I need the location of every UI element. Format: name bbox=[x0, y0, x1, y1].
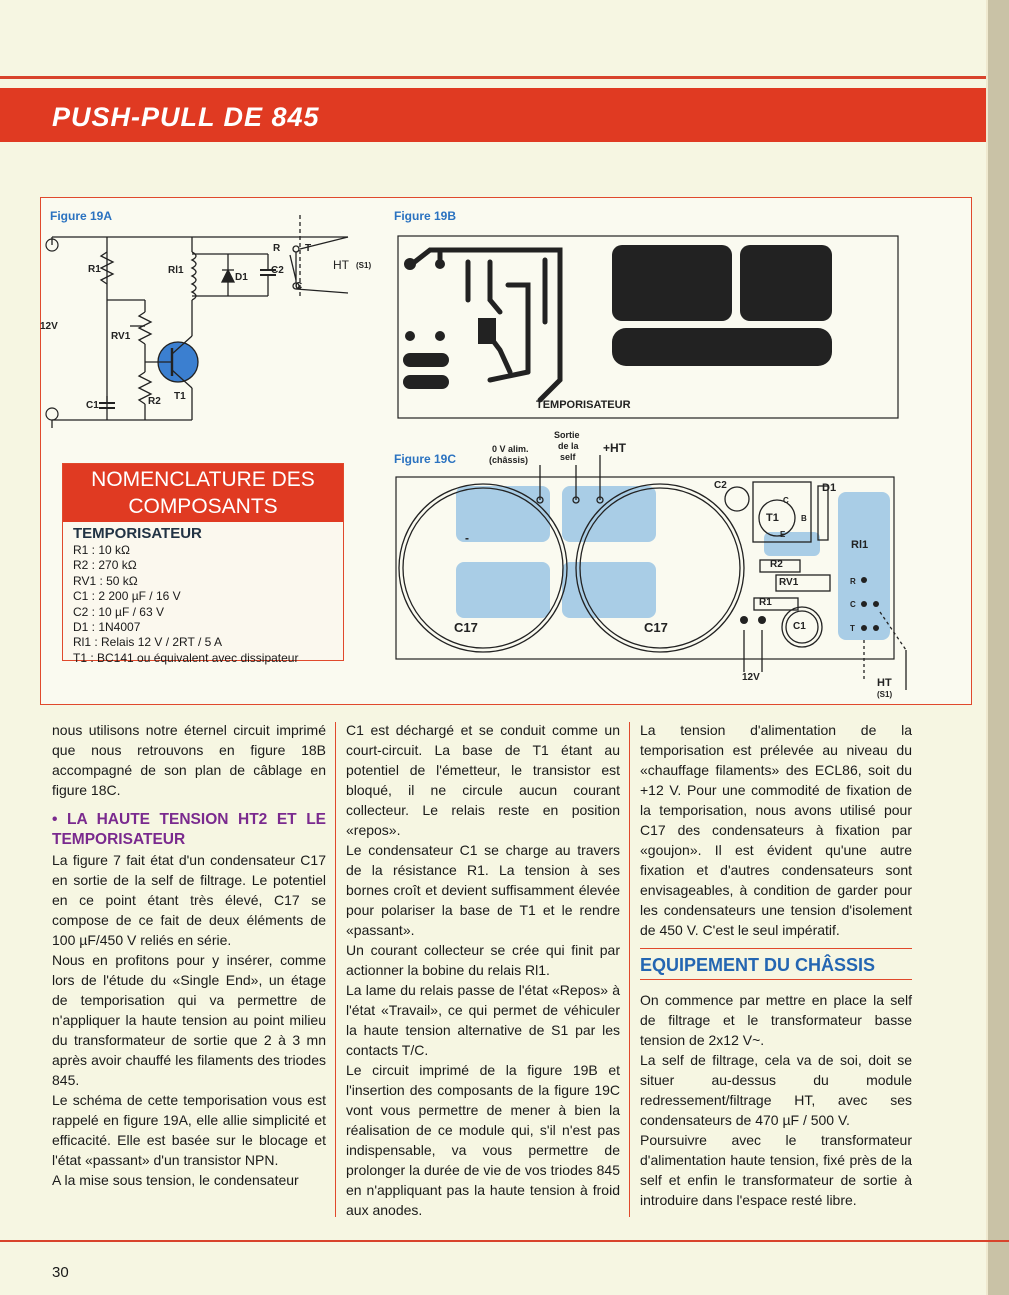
fig19a-12v-label: 12V bbox=[40, 321, 58, 332]
fig19c-chassis-label: (châssis) bbox=[489, 455, 529, 465]
fig19c-r-pin: R bbox=[850, 577, 856, 586]
figure-19a-caption: Figure 19A bbox=[50, 209, 113, 223]
fig19c-d1-label: D1 bbox=[822, 482, 837, 494]
list-item: D1 : 1N4007 bbox=[73, 620, 141, 635]
section-heading: EQUIPEMENT DU CHÂSSIS bbox=[640, 948, 912, 980]
section-heading: • LA HAUTE TENSION HT2 ET LE TEMPORISATEUR bbox=[52, 811, 326, 848]
paragraph: Un courant collecteur se crée qui finit par actionner la bobine du relais Rl1. bbox=[346, 942, 620, 978]
fig19c-t1-label: T1 bbox=[766, 512, 779, 524]
column-separator bbox=[629, 722, 630, 1217]
nomenclature-title: NOMENCLATURE DES COMPOSANTS bbox=[63, 464, 343, 522]
paragraph: La lame du relais passe de l'état «Repos» à l'état «Travail», ce qui permet de véhiculer la haute tension alternative de S1 par les contacts T/C. bbox=[346, 982, 620, 1058]
text-column-3 bbox=[640, 720, 912, 1210]
fig19a-rv1-label: RV1 bbox=[111, 331, 131, 342]
list-item: C2 : 10 µF / 63 V bbox=[73, 604, 164, 619]
fig19c-e-pin: E bbox=[780, 530, 786, 539]
fig19a-s1-label: (S1) bbox=[356, 261, 372, 270]
fig19c-b-pin: B bbox=[801, 514, 807, 523]
paragraph: nous utilisons notre éternel circuit imprimé que nous retrouvons en figure 18B accompagné de son plan de câblage en figure 18C. bbox=[52, 722, 326, 798]
fig19c-rl1-label: Rl1 bbox=[851, 539, 869, 551]
paragraph: Le circuit imprimé de la figure 19B et l'insertion des composants de la figure 19C vont vous permettre de mener à bien la réalisation de ce module qui, s'il n'est pas indispensable, va vous permettre de prolonger la durée de vie de vos triodes 845 en n'appliquant pas la haute tension à froid aux anodes. bbox=[346, 1062, 620, 1218]
fig19c-r2-label: R2 bbox=[770, 559, 783, 570]
list-item: T1 : BC141 ou équivalent avec dissipateur bbox=[73, 650, 299, 665]
fig19c-s1-label: (S1) bbox=[877, 690, 893, 699]
paragraph: C1 est déchargé et se conduit comme un court-circuit. La base de T1 étant au potentiel de l'émetteur, le transistor est bloqué, il ne circule aucun courant collecteur. Le relais reste en position «repos». bbox=[346, 722, 620, 838]
page-number: 30 bbox=[52, 1264, 69, 1281]
fig19c-c17a-minus: - bbox=[465, 531, 469, 545]
fig19c-dela-label: de la bbox=[558, 441, 579, 451]
list-item: R1 : 10 kΩ bbox=[73, 543, 130, 557]
fig19c-rv1-label: RV1 bbox=[779, 577, 799, 588]
fig19c-ov-label: 0 V alim. bbox=[492, 444, 529, 454]
text-column-1 bbox=[52, 720, 326, 1190]
paragraph: La figure 7 fait état d'un condensateur C17 en sortie de la self de filtrage. Le potentiel en ce point étant très élevé, C17 se compose de ce fait de deux éléments de 100 µF/450 V reliés en série. bbox=[52, 852, 326, 948]
fig19c-c17b-label: C17 bbox=[644, 620, 668, 635]
fig19c-ht-plus-label: +HT bbox=[603, 441, 627, 455]
fig19a-d1-label: D1 bbox=[235, 272, 248, 283]
nomenclature-list bbox=[73, 543, 343, 666]
paragraph: Le schéma de cette temporisation vous est rappelé en figure 19A, elle allie simplicité et efficacité. Elle est basée sur le blocage et l'état «passant» d'un transistor NPN. bbox=[52, 1092, 326, 1168]
paragraph: A la mise sous tension, le condensateur bbox=[52, 1172, 299, 1188]
list-item: R2 : 270 kΩ bbox=[73, 558, 137, 573]
fig19c-c1-label: C1 bbox=[793, 621, 806, 632]
fig19c-self-label: self bbox=[560, 452, 576, 462]
nomenclature-subtitle: TEMPORISATEUR bbox=[73, 525, 202, 542]
fig19a-r1-label: R1 bbox=[88, 264, 101, 275]
fig19a-c2-label: C2 bbox=[271, 265, 284, 276]
fig19c-sortie-label: Sortie bbox=[554, 430, 580, 440]
text-column-2 bbox=[346, 720, 620, 1220]
fig19c-ht-label: HT bbox=[877, 677, 892, 689]
fig19a-t-label: T bbox=[305, 243, 312, 254]
page-title: PUSH-PULL DE 845 bbox=[52, 102, 320, 132]
list-item: C1 : 2 200 µF / 16 V bbox=[73, 589, 181, 604]
nomenclature-box bbox=[62, 463, 344, 665]
fig19c-t-pin: T bbox=[850, 624, 855, 633]
column-separator bbox=[335, 722, 336, 1217]
paragraph: On commence par mettre en place la self de filtrage et le transformateur basse tension de 2x12 V~. bbox=[640, 992, 912, 1048]
bottom-rule bbox=[0, 1240, 1009, 1242]
paragraph: Le condensateur C1 se charge au travers de la résistance R1. La tension à ses bornes croît et devient suffisamment élevée pour polariser la base de T1 et le rendre «passant». bbox=[346, 842, 620, 938]
figure-19b-caption: Figure 19B bbox=[394, 209, 457, 223]
fig19c-c2-label: C2 bbox=[714, 480, 727, 491]
fig19a-c1-label: C1 bbox=[86, 400, 99, 411]
fig19c-12v-label: 12V bbox=[742, 672, 760, 683]
paragraph: Nous en profitons pour y insérer, comme lors de l'étude du «Single End», un étage de temporisation qui va permettre de n'appliquer la haute tension au point milieu du transformateur de sortie que 2 à 3 mn après avoir chauffé les filaments des triodes 845. bbox=[52, 952, 326, 1088]
paragraph: Poursuivre avec le transformateur d'alimentation haute tension, fixé près de la self et enfin le transformateur de sortie à introduire dans l'espace resté libre. bbox=[640, 1132, 912, 1208]
fig19c-c-pin: C bbox=[783, 496, 789, 505]
fig19c-c17a-label: C17 bbox=[454, 620, 478, 635]
list-item: Rl1 : Relais 12 V / 2RT / 5 A bbox=[73, 635, 222, 650]
fig19a-c-label: C bbox=[295, 281, 303, 292]
fig19a-t1-label: T1 bbox=[174, 391, 186, 402]
fig19b-label: TEMPORISATEUR bbox=[536, 399, 631, 411]
fig19c-c-pin-relay: C bbox=[850, 600, 856, 609]
figure-19c-caption: Figure 19C bbox=[394, 452, 457, 466]
fig19c-r1-label: R1 bbox=[759, 597, 772, 608]
paragraph: La tension d'alimentation de la temporisation est prélevée au niveau du «chauffage filaments» des ECL86, soit du +12 V. Pour une commodité de fixation de la temporisation, nous avons utilisé pour C17 des condensateurs à fixation par «goujon». Il est évident qu'une autre fixation et d'autres condensateurs sont envisageables, à condition de garder pour les condensateurs une tension d'isolement de 450 V. C'est le seul impératif. bbox=[640, 722, 912, 938]
list-item: RV1 : 50 kΩ bbox=[73, 573, 138, 588]
paragraph: La self de filtrage, cela va de soi, doit se situer au-dessus du module redressement/filtrage HT, avec ses condensateurs de 470 µF / 500 V. bbox=[640, 1052, 912, 1128]
fig19a-r-label: R bbox=[273, 243, 281, 254]
fig19a-r2-label: R2 bbox=[148, 396, 161, 407]
fig19a-ht-label: HT bbox=[333, 258, 349, 272]
fig19a-rl1-label: Rl1 bbox=[168, 265, 184, 276]
